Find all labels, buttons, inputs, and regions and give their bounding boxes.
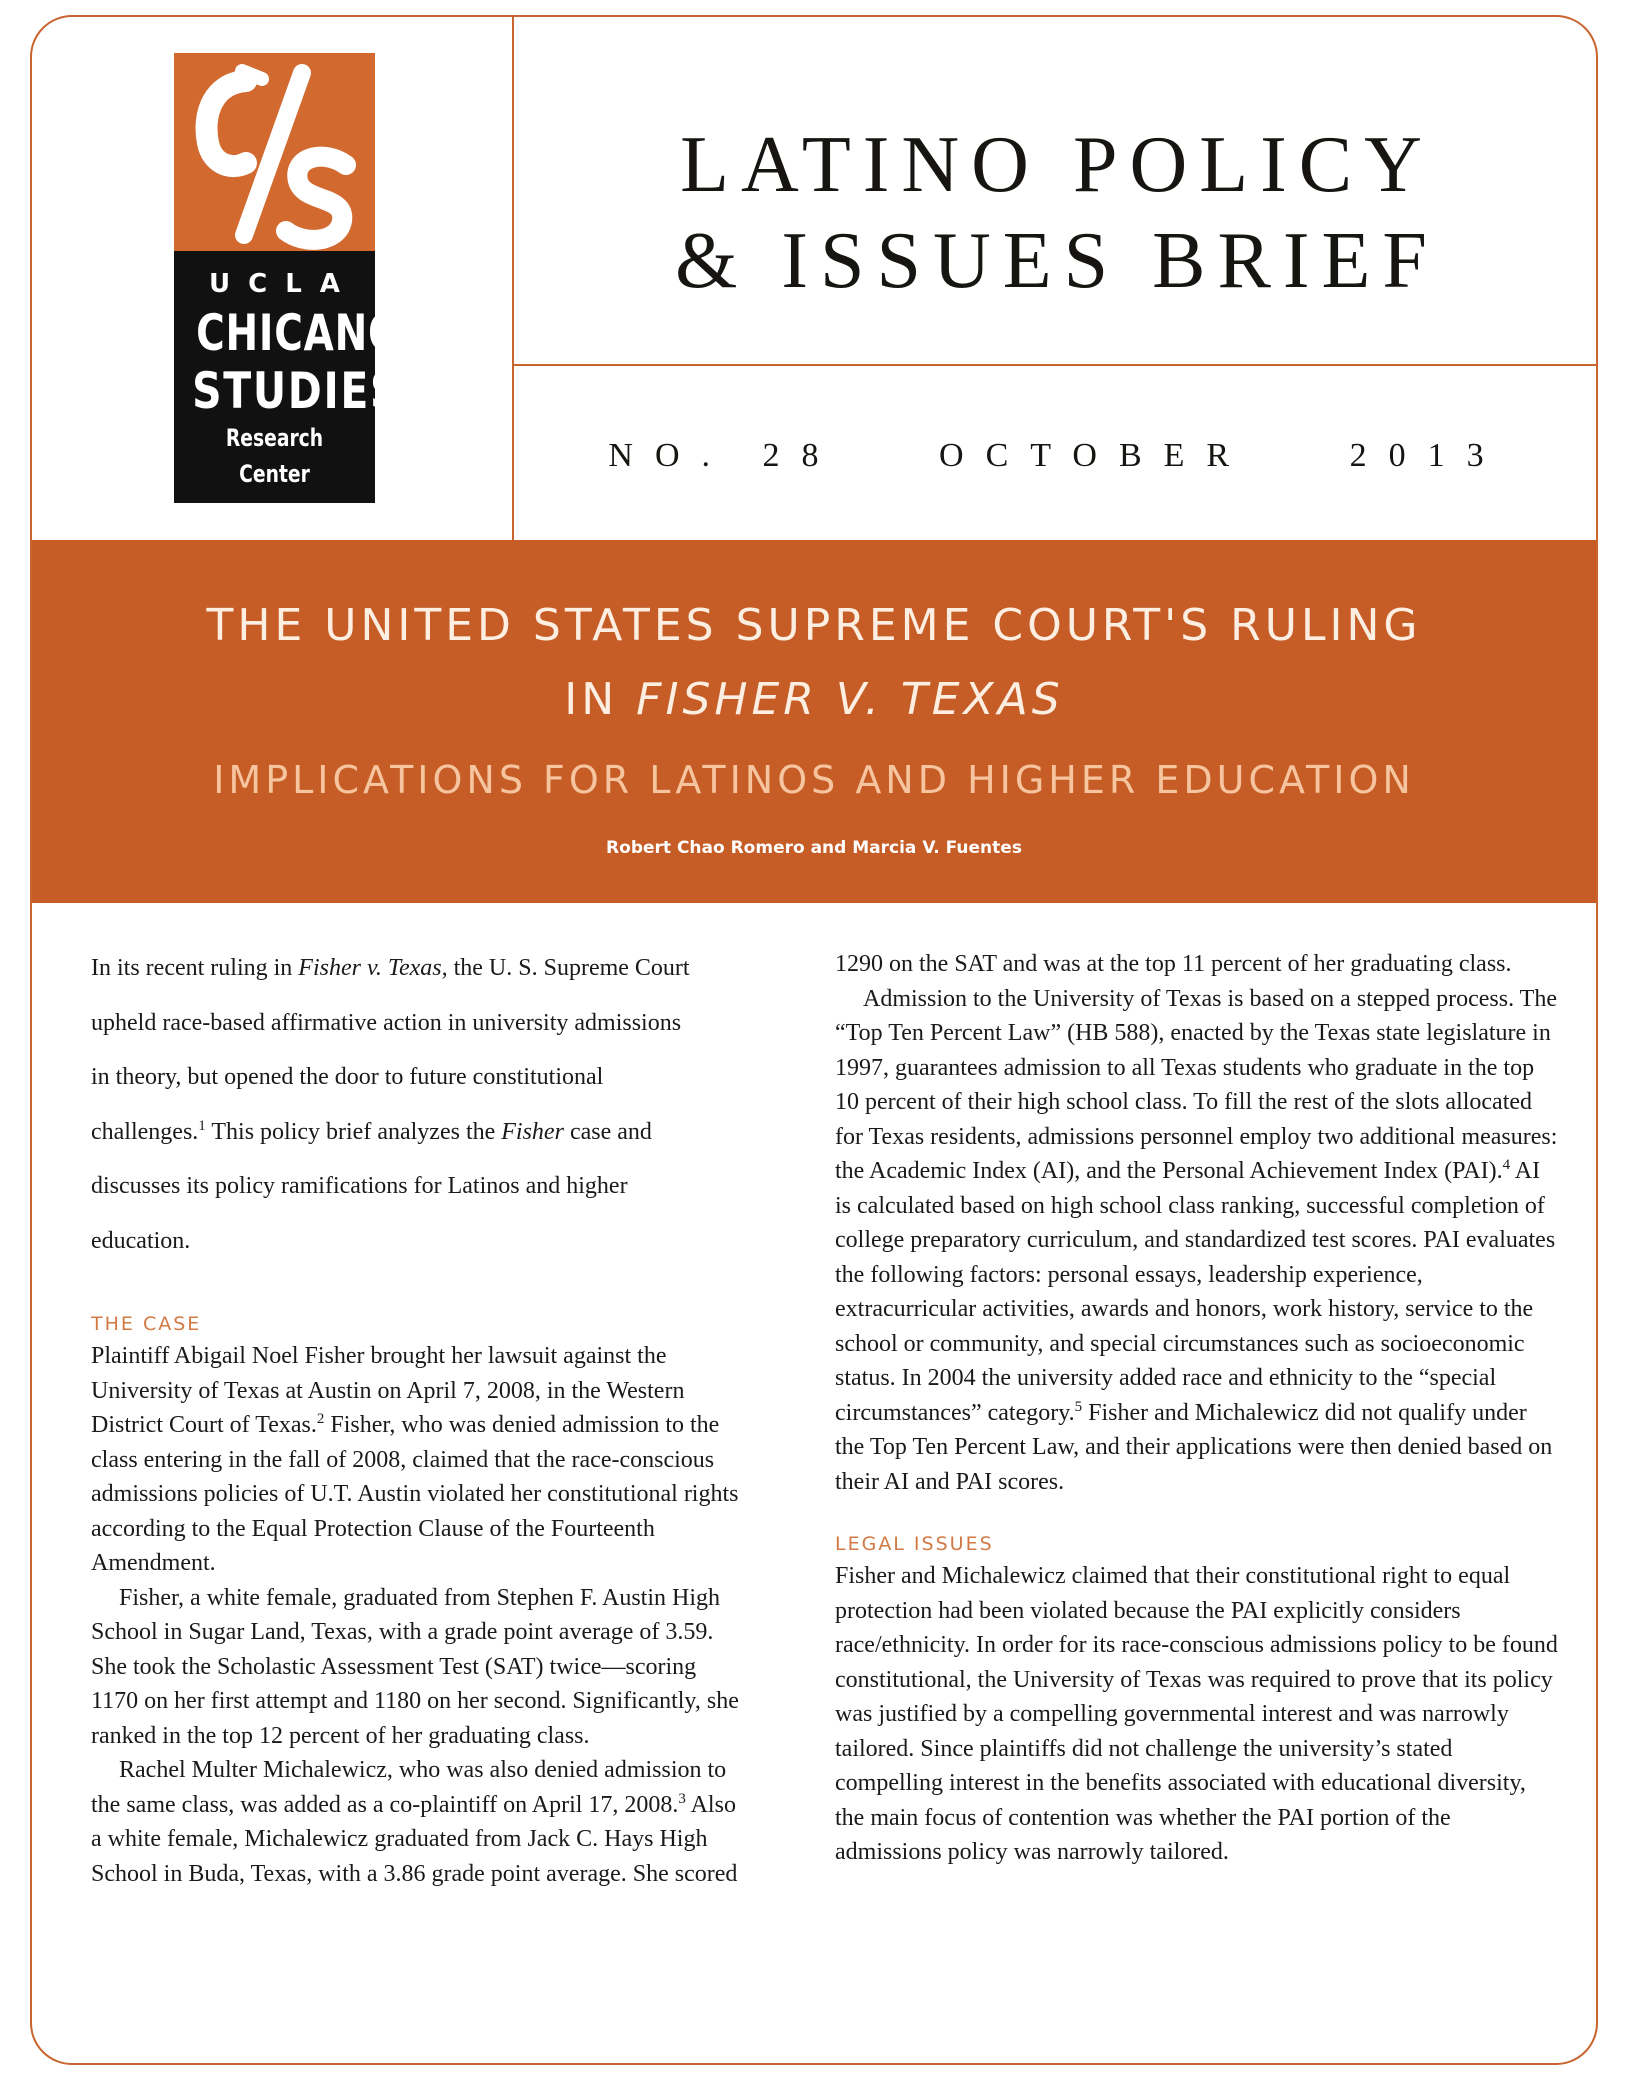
intro-text-4: case and discusses its policy ramifications for Latinos and higher education.: [91, 1118, 652, 1254]
section-heading-legal-issues: LEGAL ISSUES: [835, 1533, 994, 1555]
cs-monogram-icon: [174, 53, 375, 251]
issue-info: [514, 437, 1598, 475]
intro-case-short: Fisher: [501, 1118, 564, 1145]
footnote-ref-2: 2: [316, 1411, 325, 1427]
masthead: [32, 17, 1596, 540]
article-title-line-2: [32, 674, 1596, 725]
right-continuation: 1290 on the SAT and was at the top 11 percent of her graduating class.: [835, 951, 1512, 977]
intro-text-3: This policy brief analyzes the: [205, 1118, 502, 1145]
article-authors: Robert Chao Romero and Marcia V. Fuentes: [606, 838, 1022, 858]
right-column: [835, 947, 1560, 1870]
admission-text-b: AI is calculated based on high school class ranking, successful completion of college preparatory curriculum, and standardized test scores. PAI evaluates the following factors: personal essays, leadership experience, extracurricular activities, awards and honors, work history, service to the school or community, and special circumstances such as socioeconomic status. In 2004 the university added race and ethnicity to the “special circumstances” category.: [835, 1158, 1556, 1426]
article-title-prefix: IN: [564, 674, 637, 725]
case-paragraph-3: [91, 1753, 741, 1891]
chicano-studies-logo: [174, 53, 402, 503]
legal-paragraph: Fisher and Michalewicz claimed that their constitutional right to equal protection had been violated because the PAI explicitly considers race/ethnicity. In order for its race-conscious admissions policy to be found constitutional, the University of Texas was required to prove that its policy was justified by a compelling governmental interest and was narrowly tailored. Since plaintiffs did not challenge the university’s stated compelling interest in the benefits associated with educational diversity, the main focus of contention was whether the PAI portion of the admissions policy was narrowly tailored.: [835, 1563, 1558, 1865]
title-banner: [32, 540, 1596, 903]
footnote-ref-5: 5: [1074, 1398, 1083, 1415]
page-frame: [30, 15, 1598, 2065]
article-title-line-1: THE UNITED STATES SUPREME COURT'S RULING: [206, 600, 1422, 651]
publication-title: [514, 117, 1598, 309]
intro-text-2: the U. S. Supreme Court upheld race-based affirmative action in university admissions in theory, but opened the door to future constitutional challenges.: [91, 955, 690, 1145]
article-subtitle: IMPLICATIONS FOR LATINOS AND HIGHER EDUCATION: [213, 758, 1415, 802]
case-paragraph-2: Fisher, a white female, graduated from Stephen F. Austin High School in Sugar Land, Texas, with a grade point average of 3.59. She took the Scholastic Assessment Test (SAT) twice—scoring 1170 on her first attempt and 1180 on her second. Significantly, she ranked in the top 12 percent of her graduating class.: [91, 1584, 739, 1749]
footnote-ref-1: 1: [198, 1117, 206, 1134]
case-p1-text-b: Fisher, who was denied admission to the class entering in the fall of 2008, claimed that the race-conscious admissions policies of U.T. Austin violated her constitutional rights according to the Equal Protection Clause of the Fourteenth Amendment.: [91, 1412, 739, 1576]
case-paragraph-1: [91, 1339, 741, 1581]
logo-ucla: UCLA: [209, 269, 358, 299]
section-heading-the-case: THE CASE: [91, 1313, 202, 1335]
footnote-ref-4: 4: [1502, 1157, 1511, 1173]
title-line-2: & ISSUES BRIEF: [675, 217, 1439, 305]
issue-number: NO. 28: [608, 437, 841, 474]
title-line-1: LATINO POLICY: [680, 121, 1434, 209]
logo-studies: STUDIES: [192, 362, 402, 420]
case-p3-text-b: Also a white female, Michalewicz graduated from Jack C. Hays High School in Buda, Texas, with a 3.86 grade point average. She scored: [91, 1791, 738, 1887]
case-p1-text-a: Plaintiff Abigail Noel Fisher brought her lawsuit against the University of Texas at Austin on April 7, 2008, in the Western District Court of Texas.: [91, 1343, 685, 1438]
intro-text-1: In its recent ruling in: [91, 955, 299, 981]
issue-year: 2013: [1349, 437, 1506, 474]
footnote-ref-3: 3: [678, 1790, 686, 1807]
admission-paragraph: [835, 982, 1560, 1500]
admission-text-a: Admission to the University of Texas is based on a stepped process. The “Top Ten Percent Law” (HB 588), enacted by the Texas state legislature in 1997, guarantees admission to all Texas students who graduate in the top 10 percent of their high school class. To fill the rest of the slots allocated for Texas residents, admissions personnel employ two additional measures: the Academic Index (AI), and the Personal Achievement Index (PAI).: [835, 985, 1558, 1184]
admission-text-c: Fisher and Michalewicz did not qualify under the Top Ten Percent Law, and their applications were then denied based on their AI and PAI scores.: [835, 1399, 1553, 1495]
cs-monogram: [174, 53, 375, 251]
case-p3-text-a: Rachel Multer Michalewicz, who was also denied admission to the same class, was added as a co-plaintiff on April 17, 2008.: [91, 1757, 727, 1818]
logo-wordmark: [174, 258, 402, 492]
intro-case-name: Fisher v. Texas,: [298, 955, 448, 981]
intro-paragraph: [91, 941, 701, 1268]
left-column: [91, 1309, 741, 1891]
issue-month: OCTOBER: [939, 437, 1252, 474]
masthead-divider-horizontal: [512, 364, 1598, 366]
article-title-case-name: FISHER V. TEXAS: [636, 674, 1064, 725]
logo-chicano: CHICANO: [196, 304, 402, 362]
logo-research-center: Research Center: [225, 424, 324, 488]
